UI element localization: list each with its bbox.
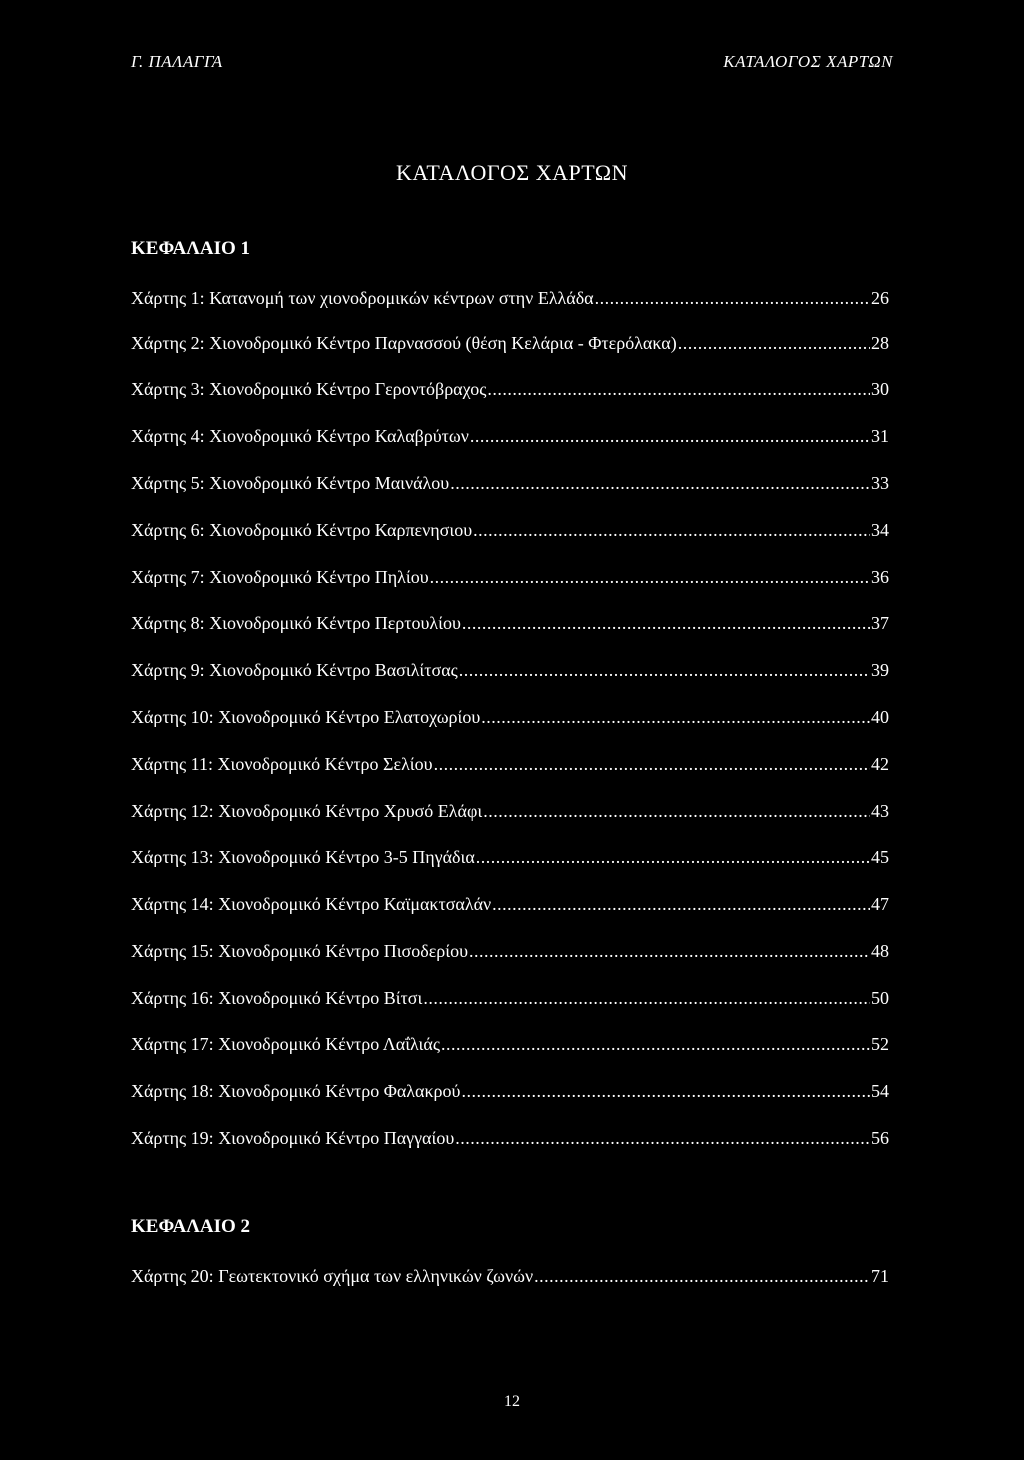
entry-page: 42 xyxy=(871,754,889,774)
entry-page: 45 xyxy=(871,847,889,867)
chapter-heading-2: ΚΕΦΑΛΑΙΟ 2 xyxy=(131,1216,251,1237)
entry-label: Χάρτης 16: Χιονοδρομικό Κέντρο Βίτσι xyxy=(131,988,423,1008)
toc-entry[interactable] xyxy=(131,565,889,589)
entry-page: 28 xyxy=(871,333,889,353)
toc-entry[interactable] xyxy=(131,752,889,776)
entry-label: Χάρτης 7: Χιονοδρομικό Κέντρο Πηλίου xyxy=(131,567,429,587)
dot-leader xyxy=(492,892,870,916)
dot-leader xyxy=(461,1079,870,1103)
dot-leader xyxy=(462,611,870,635)
entry-label: Χάρτης 17: Χιονοδρομικό Κέντρο Λαΐλιάς xyxy=(131,1034,440,1054)
entry-label: Χάρτης 9: Χιονοδρομικό Κέντρο Βασιλίτσας xyxy=(131,660,458,680)
toc-entry[interactable] xyxy=(131,1126,889,1150)
dot-leader xyxy=(455,1126,870,1150)
toc-entry[interactable] xyxy=(131,377,889,401)
toc-entry[interactable] xyxy=(131,1264,889,1288)
entry-page: 34 xyxy=(871,520,889,540)
toc-entry[interactable] xyxy=(131,705,889,729)
entry-page: 40 xyxy=(871,707,889,727)
entry-label: Χάρτης 12: Χιονοδρομικό Κέντρο Χρυσό Ελάφι xyxy=(131,801,483,821)
entry-page: 50 xyxy=(871,988,889,1008)
entry-page: 47 xyxy=(871,894,889,914)
toc-entry[interactable] xyxy=(131,611,889,635)
entry-label: Χάρτης 19: Χιονοδρομικό Κέντρο Παγγαίου xyxy=(131,1128,455,1148)
toc-entry[interactable] xyxy=(131,1032,889,1056)
dot-leader xyxy=(469,939,870,963)
page-title: ΚΑΤΑΛΟΓΟΣ ΧΑΡΤΩΝ xyxy=(395,160,629,185)
entry-page: 71 xyxy=(871,1266,889,1286)
toc-entry[interactable] xyxy=(131,471,889,495)
toc-entry[interactable] xyxy=(131,1079,889,1103)
entry-page: 39 xyxy=(871,660,889,680)
entry-page: 33 xyxy=(871,473,889,493)
entry-page: 31 xyxy=(871,426,889,446)
chapter-heading-1: ΚΕΦΑΛΑΙΟ 1 xyxy=(131,238,251,259)
dot-leader xyxy=(476,845,870,869)
entry-label: Χάρτης 6: Χιονοδρομικό Κέντρο Καρπενησιου xyxy=(131,520,473,540)
dot-leader xyxy=(423,986,870,1010)
toc-entry[interactable] xyxy=(131,658,889,682)
toc-entry[interactable] xyxy=(131,892,889,916)
entry-label: Χάρτης 10: Χιονοδρομικό Κέντρο Ελατοχωρίου xyxy=(131,707,481,727)
dot-leader xyxy=(473,518,870,542)
entry-label: Χάρτης 1: Κατανομή των χιονοδρομικών κέντρων στην Ελλάδα xyxy=(131,288,594,308)
toc-entry[interactable] xyxy=(131,986,889,1010)
entry-label: Χάρτης 4: Χιονοδρομικό Κέντρο Καλαβρύτων xyxy=(131,426,469,446)
entry-label: Χάρτης 11: Χιονοδρομικό Κέντρο Σελίου xyxy=(131,754,433,774)
entry-page: 48 xyxy=(871,941,889,961)
dot-leader xyxy=(678,331,870,355)
dot-leader xyxy=(430,565,870,589)
toc-entry[interactable] xyxy=(131,286,889,310)
dot-leader xyxy=(434,752,870,776)
dot-leader xyxy=(595,286,870,310)
entry-label: Χάρτης 13: Χιονοδρομικό Κέντρο 3-5 Πηγάδια xyxy=(131,847,475,867)
toc-entry[interactable] xyxy=(131,799,889,823)
page-number: 12 xyxy=(504,1393,520,1410)
toc-entry[interactable] xyxy=(131,331,889,355)
dot-leader xyxy=(441,1032,870,1056)
entry-page: 26 xyxy=(871,288,889,308)
toc-entry[interactable] xyxy=(131,939,889,963)
entry-label: Χάρτης 14: Χιονοδρομικό Κέντρο Καϊμακτσαλάν xyxy=(131,894,492,914)
dot-leader xyxy=(470,424,870,448)
entry-label: Χάρτης 8: Χιονοδρομικό Κέντρο Περτουλίου xyxy=(131,613,461,633)
entry-label: Χάρτης 18: Χιονοδρομικό Κέντρο Φαλακρού xyxy=(131,1081,461,1101)
entry-page: 52 xyxy=(871,1034,889,1054)
entry-label: Χάρτης 5: Χιονοδρομικό Κέντρο Μαινάλου xyxy=(131,473,450,493)
header-section-title: ΚΑΤΑΛΟΓΟΣ ΧΑΡΤΩΝ xyxy=(723,52,893,71)
entry-label: Χάρτης 20: Γεωτεκτονικό σχήμα των ελληνικών ζωνών xyxy=(131,1266,534,1286)
toc-entry[interactable] xyxy=(131,518,889,542)
dot-leader xyxy=(483,799,870,823)
entry-page: 54 xyxy=(871,1081,889,1101)
entry-label: Χάρτης 15: Χιονοδρομικό Κέντρο Πισοδερίου xyxy=(131,941,469,961)
entry-page: 30 xyxy=(871,379,889,399)
entry-page: 56 xyxy=(871,1128,889,1148)
dot-leader xyxy=(459,658,870,682)
dot-leader xyxy=(534,1264,870,1288)
entry-page: 37 xyxy=(871,613,889,633)
entry-page: 36 xyxy=(871,567,889,587)
dot-leader xyxy=(450,471,870,495)
dot-leader xyxy=(481,705,870,729)
entry-label: Χάρτης 3: Χιονοδρομικό Κέντρο Γεροντόβραχος xyxy=(131,379,487,399)
header-author: Γ. ΠΑΛΑΓΓΑ xyxy=(131,52,223,71)
dot-leader xyxy=(487,377,870,401)
toc-entry[interactable] xyxy=(131,424,889,448)
entry-label: Χάρτης 2: Χιονοδρομικό Κέντρο Παρνασσού (θέση Κελάρια - Φτερόλακα) xyxy=(131,333,677,353)
entry-page: 43 xyxy=(871,801,889,821)
toc-entry[interactable] xyxy=(131,845,889,869)
